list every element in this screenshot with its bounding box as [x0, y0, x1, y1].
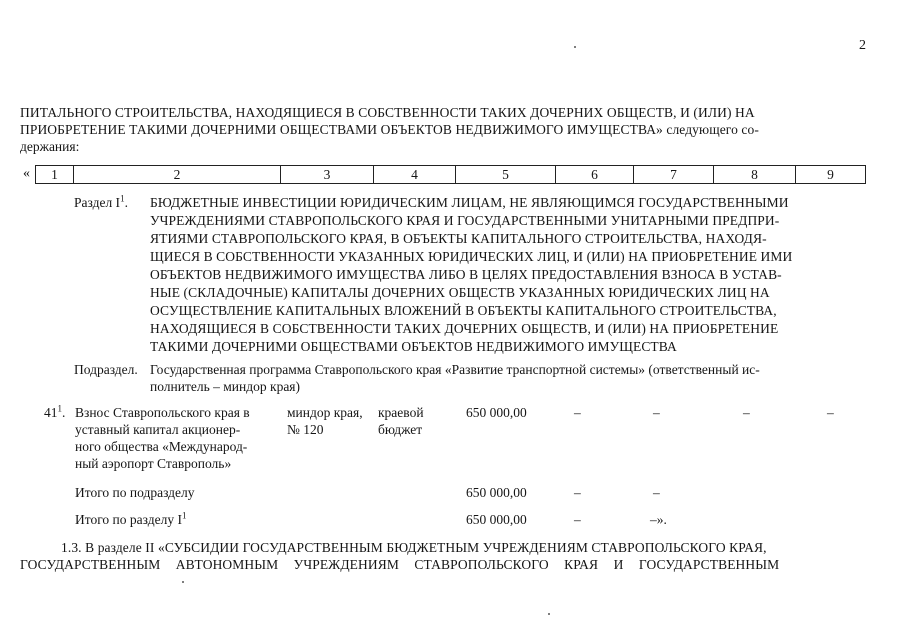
total-subsection-col7: –	[653, 485, 660, 500]
next-para-line-1: 1.3. В разделе II «СУБСИДИИ ГОСУДАРСТВЕННЫМ БЮДЖЕТНЫМ УЧРЕЖДЕНИЯМ СТАВРОПОЛЬСКОГО КРАЯ,	[61, 540, 767, 555]
table-header	[35, 165, 866, 184]
section-label-dot: .	[124, 195, 128, 210]
row-amount: 650 000,00	[466, 405, 527, 420]
header-col-9: 9	[827, 167, 834, 182]
intro-line-3: держания:	[20, 139, 80, 154]
total-subsection-amount: 650 000,00	[466, 485, 527, 500]
total-section-label	[75, 511, 186, 529]
row-col4-line-2: бюджет	[378, 422, 423, 437]
row-name-line-4: ный аэропорт Ставрополь»	[75, 456, 232, 471]
row-col9: –	[827, 405, 834, 420]
header-col-3: 3	[281, 166, 374, 183]
section-title-line-6: НЫЕ (СКЛАДОЧНЫЕ) КАПИТАЛЫ ДОЧЕРНИХ ОБЩЕСТВ УКАЗАННЫХ ЮРИДИЧЕСКИХ ЛИЦ НА	[150, 285, 770, 300]
total-section-col7: –».	[650, 512, 667, 527]
row-col8: –	[743, 405, 750, 420]
section-title-line-7: ОСУЩЕСТВЛЕНИЕ КАПИТАЛЬНЫХ ВЛОЖЕНИЙ В ОБЪЕКТЫ КАПИТАЛЬНОГО СТРОИТЕЛЬСТВА,	[150, 303, 777, 318]
subsection-label: Подраздел.	[74, 362, 138, 377]
header-col-7: 7	[634, 166, 714, 183]
row-number-sup: 1	[57, 403, 62, 414]
table-open-quote: «	[23, 166, 30, 181]
row-col4-line-1: краевой	[378, 405, 424, 420]
next-para-line-2: ГОСУДАРСТВЕННЫМ АВТОНОМНЫМ УЧРЕЖДЕНИЯМ СТАВРОПОЛЬСКОГО КРАЯ И ГОСУДАРСТВЕННЫМ	[20, 557, 780, 572]
section-label-sup: 1	[120, 193, 125, 204]
section-title-line-2: УЧРЕЖДЕНИЯМИ СТАВРОПОЛЬСКОГО КРАЯ И ГОСУДАРСТВЕННЫМИ УНИТАРНЫМИ ПРЕДПРИ-	[150, 213, 780, 228]
row-col3-line-1: миндор края,	[287, 405, 363, 420]
header-col-4: 4	[374, 166, 456, 183]
section-title-line-5: ОБЪЕКТОВ НЕДВИЖИМОГО ИМУЩЕСТВА ЛИБО В ЦЕЛЯХ ПРЕДОСТАВЛЕНИЯ ВЗНОСА В УСТАВ-	[150, 267, 782, 282]
page-number: 2	[859, 38, 866, 53]
header-col-2: 2	[74, 166, 281, 183]
row-name-line-3: ного общества «Международ-	[75, 439, 248, 454]
total-section-col6: –	[574, 512, 581, 527]
section-title-line-9: ТАКИМИ ДОЧЕРНИМИ ОБЩЕСТВАМИ ОБЪЕКТОВ НЕДВИЖИМОГО ИМУЩЕСТВА	[150, 339, 677, 354]
scan-speck	[182, 581, 184, 583]
row-col6: –	[574, 405, 581, 420]
total-section-label-text: Итого по разделу I	[75, 512, 182, 527]
row-number	[44, 404, 65, 422]
row-number-dot: .	[62, 405, 66, 420]
row-col3-line-2: № 120	[287, 422, 324, 437]
header-col-6: 6	[556, 166, 634, 183]
scan-speck	[548, 613, 550, 615]
total-section-amount: 650 000,00	[466, 512, 527, 527]
row-col7: –	[653, 405, 660, 420]
subsection-line-2: полнитель – миндор края)	[150, 379, 301, 394]
total-subsection-label: Итого по подразделу	[75, 485, 195, 500]
section-title-line-8: НАХОДЯЩИЕСЯ В СОБСТВЕННОСТИ ТАКИХ ДОЧЕРНИХ ОБЩЕСТВ, И (ИЛИ) НА ПРИОБРЕТЕНИЕ	[150, 321, 779, 336]
row-name-line-1: Взнос Ставропольского края в	[75, 405, 250, 420]
total-section-label-sup: 1	[181, 510, 187, 521]
subsection-line-1: Государственная программа Ставропольского края «Развитие транспортной системы» (ответственный ис-	[150, 362, 760, 377]
row-name-line-2: уставный капитал акционер-	[75, 422, 241, 437]
intro-line-1: ПИТАЛЬНОГО СТРОИТЕЛЬСТВА, НАХОДЯЩИЕСЯ В СОБСТВЕННОСТИ ТАКИХ ДОЧЕРНИХ ОБЩЕСТВ, И (ИЛИ) НА	[20, 105, 755, 120]
section-title-line-3: ЯТИЯМИ СТАВРОПОЛЬСКОГО КРАЯ, В ОБЪЕКТЫ КАПИТАЛЬНОГО СТРОИТЕЛЬСТВА, НАХОДЯ-	[150, 231, 767, 246]
header-col-1: 1	[36, 166, 74, 183]
row-number-text: 41	[44, 405, 58, 420]
section-title-line-1: БЮДЖЕТНЫЕ ИНВЕСТИЦИИ ЮРИДИЧЕСКИМ ЛИЦАМ, НЕ ЯВЛЯЮЩИМСЯ ГОСУДАРСТВЕННЫМИ	[150, 195, 789, 210]
header-col-8: 8	[714, 166, 796, 183]
section-label-text: Раздел I	[74, 195, 121, 210]
intro-line-2: ПРИОБРЕТЕНИЕ ТАКИМИ ДОЧЕРНИМИ ОБЩЕСТВАМИ ОБЪЕКТОВ НЕДВИЖИМОГО ИМУЩЕСТВА» следующего со-	[20, 122, 759, 137]
total-subsection-col6: –	[574, 485, 581, 500]
scan-speck	[574, 46, 576, 48]
section-label	[74, 194, 128, 212]
section-title-line-4: ЩИЕСЯ В СОБСТВЕННОСТИ УКАЗАННЫХ ЮРИДИЧЕСКИХ ЛИЦ, И (ИЛИ) НА ПРИОБРЕТЕНИЕ ИМИ	[150, 249, 793, 264]
header-col-5: 5	[456, 166, 556, 183]
